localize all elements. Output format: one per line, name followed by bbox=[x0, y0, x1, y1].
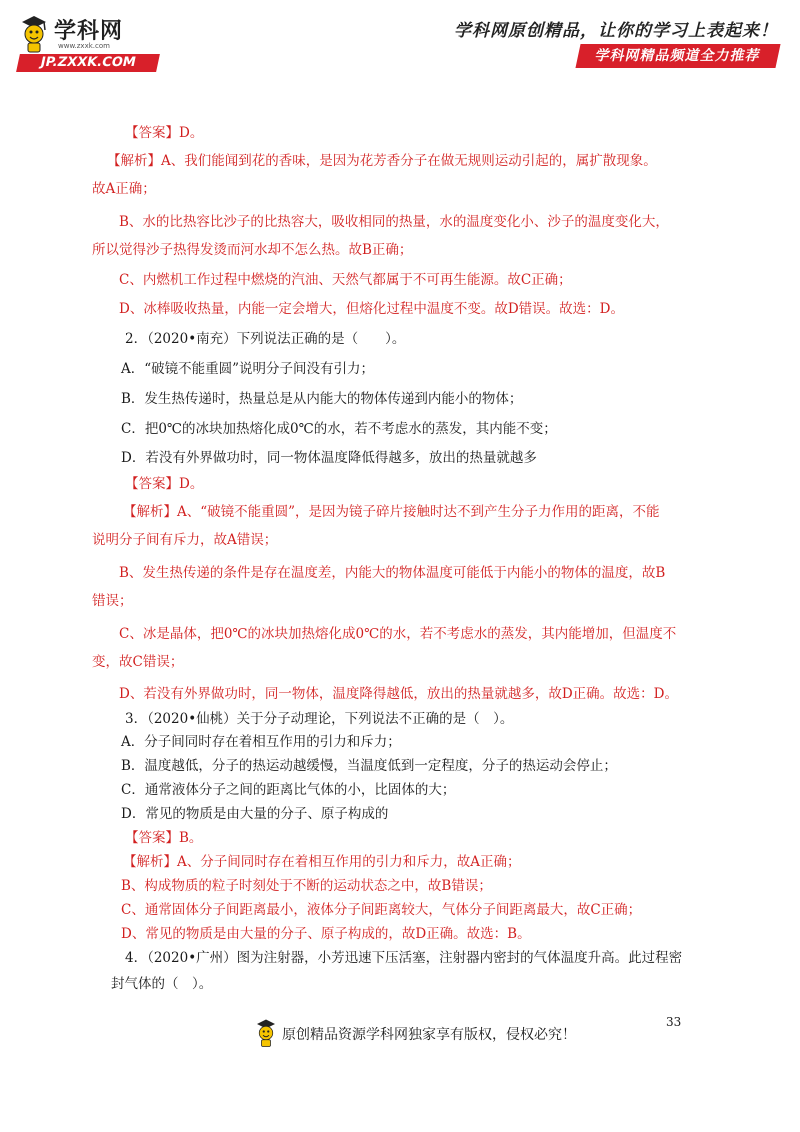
text-line: 错误； bbox=[92, 593, 133, 609]
text-line: C、通常固体分子间距离最小，液体分子间距离较大，气体分子间距离最大，故C正确； bbox=[121, 902, 642, 918]
text-line: B、构成物质的粒子时刻处于不断的运动状态之中，故B错误； bbox=[121, 878, 492, 894]
text-line: C、内燃机工作过程中燃烧的汽油、天然气都属于不可再生能源。故C正确； bbox=[119, 272, 572, 288]
logo-url[interactable]: JP.ZXXK.COM bbox=[16, 54, 160, 72]
footer-copyright: 原创精品资源学科网独家享有版权，侵权必究！ bbox=[282, 1027, 576, 1043]
text-line: D、常见的物质是由大量的分子、原子构成的，故D正确。故选：B。 bbox=[121, 926, 531, 942]
mascot-icon bbox=[254, 1018, 278, 1048]
logo-name: 学科网 bbox=[54, 19, 124, 44]
zxxk-logo[interactable] bbox=[18, 14, 163, 74]
question-3-stem: 3．（2020•仙桃）关于分子动理论，下列说法不正确的是（ ）。 bbox=[125, 711, 514, 727]
question-option: C．通常液体分子之间的距离比气体的小，比固体的大； bbox=[121, 782, 456, 798]
text-line: B、水的比热容比沙子的比热容大，吸收相同的热量，水的温度变化小、沙子的温度变化大， bbox=[119, 214, 669, 230]
question-option: D．若没有外界做功时，同一物体温度降低得越多，放出的热量就越多 bbox=[121, 450, 537, 466]
question-2-stem: 2．（2020•南充）下列说法正确的是（ ）。 bbox=[125, 331, 406, 347]
text-line: 【解析】A、分子间同时存在着相互作用的引力和斥力，故A正确； bbox=[123, 854, 521, 870]
text-line: 【答案】D。 bbox=[125, 125, 204, 141]
text-line: 说明分子间有斥力，故A错误； bbox=[92, 532, 278, 548]
page-header bbox=[0, 0, 800, 80]
header-banner: 学科网精品频道全力推荐 bbox=[575, 44, 780, 68]
question-option: B．发生热传递时，热量总是从内能大的物体传递到内能小的物体； bbox=[121, 391, 523, 407]
question-option: D．常见的物质是由大量的分子、原子构成的 bbox=[121, 806, 389, 822]
text-line: 【答案】D。 bbox=[125, 476, 204, 492]
page-number: 33 bbox=[666, 1015, 682, 1029]
text-line: D、若没有外界做功时，同一物体，温度降得越低，放出的热量就越多，故D正确。故选：D。 bbox=[119, 686, 678, 702]
text-line: D、冰棒吸收热量，内能一定会增大，但熔化过程中温度不变。故D错误。故选：D。 bbox=[119, 301, 624, 317]
text-line: 【解析】A、我们能闻到花的香味，是因为花芳香分子在做无规则运动引起的，属扩散现象。 bbox=[107, 153, 657, 169]
text-line: B、发生热传递的条件是存在温度差，内能大的物体温度可能低于内能小的物体的温度，故B bbox=[119, 565, 666, 581]
question-4-stem: 4．（2020•广州）图为注射器，小芳迅速下压活塞，注射器内密封的气体温度升高。此过程密 bbox=[125, 950, 683, 966]
text-line: 封气体的（ ）。 bbox=[111, 976, 213, 992]
question-option: A．“破镜不能重圆”说明分子间没有引力； bbox=[121, 361, 375, 377]
text-line: 【解析】A、“破镜不能重圆”，是因为镜子碎片接触时达不到产生分子力作用的距离，不能 bbox=[123, 504, 660, 520]
text-line: 故A正确； bbox=[92, 181, 156, 197]
text-line: 【答案】B。 bbox=[125, 830, 203, 846]
question-option: C．把0℃的冰块加热熔化成0℃的水，若不考虑水的蒸发，其内能不变； bbox=[121, 421, 557, 437]
header-slogan: 学科网原创精品，让你的学习上表起来！ bbox=[454, 21, 778, 41]
text-line: 所以觉得沙子热得发烫而河水却不怎么热。故B正确； bbox=[92, 242, 413, 258]
mascot-icon bbox=[18, 14, 50, 54]
text-line: 变，故C错误； bbox=[92, 654, 184, 670]
text-line: C、冰是晶体，把0℃的冰块加热熔化成0℃的水，若不考虑水的蒸发，其内能增加，但温度不 bbox=[119, 626, 677, 642]
question-option: A．分子间同时存在着相互作用的引力和斥力； bbox=[121, 734, 401, 750]
logo-subtitle: www.zxxk.com bbox=[58, 42, 110, 50]
question-option: B．温度越低，分子的热运动越缓慢，当温度低到一定程度，分子的热运动会停止； bbox=[121, 758, 617, 774]
